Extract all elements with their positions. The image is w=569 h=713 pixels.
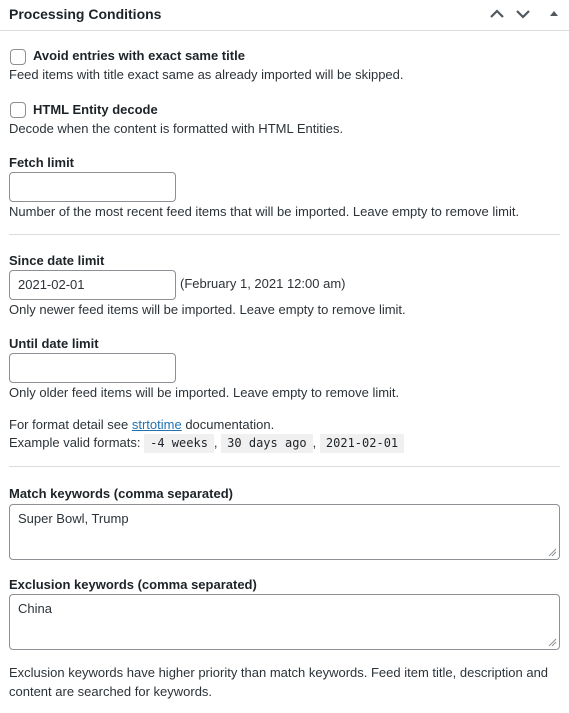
match-keywords-value: Super Bowl, Trump xyxy=(18,511,129,526)
chevron-down-icon xyxy=(512,4,534,24)
exclusion-keywords-value: China xyxy=(18,601,52,616)
divider xyxy=(9,466,560,467)
strtotime-link[interactable]: strtotime xyxy=(131,417,182,432)
avoid-same-title-description: Feed items with title exact same as already imported will be skipped. xyxy=(9,67,404,82)
examples-label: Example valid formats: xyxy=(9,435,141,450)
match-keywords-label: Match keywords (comma separated) xyxy=(9,486,233,501)
separator: , xyxy=(213,435,218,450)
fetch-limit-input[interactable] xyxy=(9,172,176,202)
toggle-panel-button[interactable] xyxy=(543,4,565,24)
html-entity-label[interactable]: HTML Entity decode xyxy=(33,102,158,117)
example-code: 2021-02-01 xyxy=(320,434,404,453)
since-date-input[interactable]: 2021-02-01 xyxy=(9,270,176,300)
until-date-label: Until date limit xyxy=(9,336,99,351)
avoid-same-title-label[interactable]: Avoid entries with exact same title xyxy=(33,48,245,63)
example-code: -4 weeks xyxy=(144,434,214,453)
avoid-same-title-checkbox[interactable] xyxy=(10,49,26,65)
until-date-input[interactable] xyxy=(9,353,176,383)
format-help-prefix: For format detail see xyxy=(9,417,129,432)
move-down-button[interactable] xyxy=(512,4,534,24)
since-date-hint: (February 1, 2021 12:00 am) xyxy=(180,276,346,291)
fetch-limit-label: Fetch limit xyxy=(9,155,75,170)
resize-grip-icon[interactable] xyxy=(547,637,557,647)
resize-grip-icon[interactable] xyxy=(547,547,557,557)
panel-title: Processing Conditions xyxy=(9,6,162,22)
triangle-up-icon xyxy=(543,4,565,24)
html-entity-checkbox[interactable] xyxy=(10,102,26,118)
panel-header xyxy=(0,0,569,31)
format-help-line xyxy=(9,417,274,432)
format-help-suffix: documentation. xyxy=(185,417,275,432)
separator: , xyxy=(312,435,317,450)
move-up-button[interactable] xyxy=(486,4,508,24)
exclusion-keywords-textarea[interactable] xyxy=(9,594,560,650)
chevron-up-icon xyxy=(486,4,508,24)
exclusion-keywords-description: Exclusion keywords have higher priority than match keywords. Feed item title, description and xyxy=(9,665,549,680)
until-date-description: Only older feed items will be imported. Leave empty to remove limit. xyxy=(9,385,400,400)
divider xyxy=(9,234,560,235)
since-date-label: Since date limit xyxy=(9,253,105,268)
exclusion-keywords-label: Exclusion keywords (comma separated) xyxy=(9,577,257,592)
html-entity-description: Decode when the content is formatted with HTML Entities. xyxy=(9,121,344,136)
exclusion-keywords-description: content are searched for keywords. xyxy=(9,684,213,699)
match-keywords-textarea[interactable] xyxy=(9,504,560,560)
since-date-description: Only newer feed items will be imported. Leave empty to remove limit. xyxy=(9,302,406,317)
fetch-limit-description: Number of the most recent feed items that will be imported. Leave empty to remove limit. xyxy=(9,204,520,219)
format-examples-line xyxy=(9,434,404,453)
example-code: 30 days ago xyxy=(221,434,312,453)
